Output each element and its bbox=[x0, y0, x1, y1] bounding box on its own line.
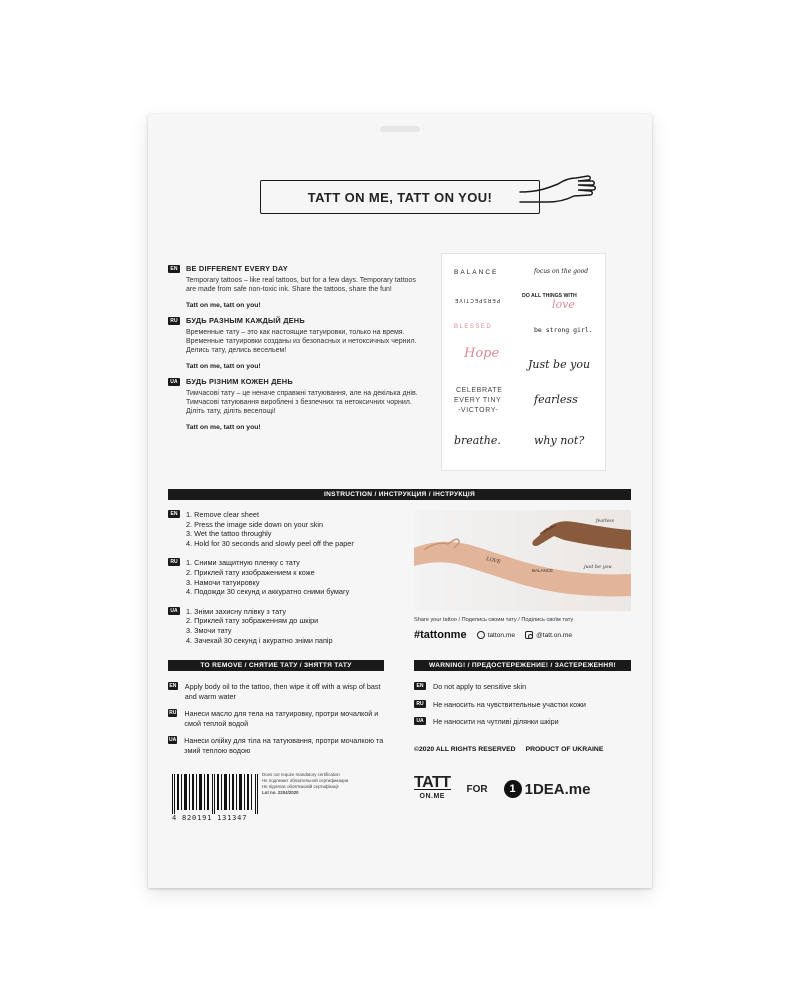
remove-en bbox=[168, 682, 388, 701]
tattoo-hope: Hope bbox=[464, 346, 500, 361]
tatt-logo-top: TATT bbox=[414, 773, 451, 791]
certification-note bbox=[262, 772, 372, 796]
site-text: tatton.me bbox=[487, 631, 516, 639]
tattoo-every-tiny: EVERY TINY bbox=[454, 397, 502, 404]
warning-ua bbox=[414, 717, 634, 727]
remove-ru bbox=[168, 709, 388, 728]
lang-badge: UA bbox=[168, 737, 177, 744]
lang-badge: EN bbox=[168, 265, 180, 273]
lang-badge: RU bbox=[168, 558, 180, 566]
instruction-step: 4. Подожди 30 секунд и аккуратно сними бумагу bbox=[186, 587, 350, 597]
share-caption: Share your tattoo / Поделись своим тату / Поділись своїм тату bbox=[414, 617, 574, 623]
tattoo-focus: focus on the good bbox=[534, 268, 589, 275]
instruction-en bbox=[168, 510, 413, 548]
globe-icon bbox=[477, 631, 485, 639]
remove-header: TO REMOVE / СНЯТИЕ ТАТУ / ЗНЯТТЯ ТАТУ bbox=[168, 660, 384, 671]
warning-text: Do not apply to sensitive skin bbox=[433, 682, 527, 691]
hands-photo bbox=[414, 510, 631, 611]
tattoo-do-all: DO ALL THINGS WITH bbox=[522, 293, 577, 299]
instruction-step: 2. Press the image side down on your skin bbox=[186, 519, 324, 529]
certification-line: Does not require mandatory certification bbox=[262, 772, 340, 777]
instagram-icon bbox=[525, 631, 533, 639]
description-heading: БУДЬ РАЗНЫМ КАЖДЫЙ ДЕНЬ bbox=[186, 316, 305, 325]
for-label: FOR bbox=[466, 783, 488, 795]
remove-text: Нанеси олійку для тіла на татуювання, протри мочалкою та змий теплою водою bbox=[184, 736, 384, 755]
instruction-step: 2. Приклей тату изображением к коже bbox=[186, 567, 315, 577]
description-sign: Tatt on me, tatt on you! bbox=[186, 363, 261, 370]
description-heading: BE DIFFERENT EVERY DAY bbox=[186, 264, 288, 273]
tattoo-balance: BALANCE bbox=[454, 269, 499, 276]
tattoo-sheet-preview bbox=[441, 253, 606, 471]
lang-badge: UA bbox=[414, 717, 426, 725]
brand-title: TATT ON ME, TATT ON YOU! bbox=[260, 180, 540, 214]
product-origin: PRODUCT OF UKRAINE bbox=[525, 746, 604, 753]
instruction-step: 1. Сними защитную пленку с тату bbox=[186, 558, 300, 568]
svg-text:LOVE: LOVE bbox=[485, 556, 502, 566]
remove-list bbox=[168, 682, 388, 764]
tatt-logo-bottom: ON.ME bbox=[414, 789, 451, 803]
site-link[interactable] bbox=[477, 631, 516, 639]
lang-badge: EN bbox=[169, 683, 177, 689]
lang-badge: RU bbox=[169, 710, 177, 717]
svg-text:BALANCE: BALANCE bbox=[532, 568, 554, 573]
instruction-ru bbox=[168, 558, 413, 596]
barcode-number: 4 820191 131347 bbox=[172, 814, 248, 822]
svg-text:just be you: just be you bbox=[584, 564, 612, 570]
instruction-step: 1. Зніми захисну плівку з тату bbox=[186, 606, 287, 616]
instruction-step: 2. Приклей тату зображенням до шкіри bbox=[186, 616, 319, 626]
instruction-step: 3. Змочи тату bbox=[186, 625, 232, 635]
idea-me-logo bbox=[504, 780, 591, 798]
tattoo-victory: -VICTORY- bbox=[458, 407, 499, 414]
tattoo-why-not: why not? bbox=[534, 434, 585, 447]
warning-text: Не наносити на чутливі ділянки шкіри bbox=[433, 717, 559, 727]
idea-logo-text: 1DEA.me bbox=[524, 780, 591, 798]
remove-text: Apply body oil to the tattoo, then wipe it off with a wisp of bast and warm water bbox=[184, 682, 381, 701]
description-sign: Tatt on me, tatt on you! bbox=[186, 424, 261, 431]
hang-slot bbox=[380, 126, 420, 132]
instruction-step: 4. Hold for 30 seconds and slowly peel off the paper bbox=[186, 538, 354, 548]
tattoo-love: love bbox=[552, 298, 575, 311]
hand-outline-icon bbox=[518, 172, 600, 212]
warning-list bbox=[414, 682, 634, 735]
logos-row bbox=[414, 772, 631, 806]
tattoo-celebrate: CELEBRATE bbox=[456, 387, 503, 394]
certification-line: Не підлягає обов'язковій сертифікації bbox=[262, 784, 339, 789]
product-card bbox=[148, 114, 652, 888]
instruction-step: 3. Намочи татуировку bbox=[186, 577, 260, 587]
description-text: Тимчасові тату – це неначе справжні татуювання, але на декілька днів. Тимчасові татуювання вироблені з безпечних та нетоксичних чорнил. Діліть тату, діліть веселощі! bbox=[186, 390, 418, 415]
description-text: Временные тату – это как настоящие татуировки, только на время. Временные татуировки созданы из безопасных и нетоксичных чернил. Делись тату, делись весельем! bbox=[186, 329, 417, 354]
tattoo-just-be-you: Just be you bbox=[528, 358, 591, 371]
description-sign: Tatt on me, tatt on you! bbox=[186, 302, 261, 309]
lang-badge: EN bbox=[414, 682, 426, 690]
instruction-step: 3. Wet the tattoo throughly bbox=[186, 529, 272, 539]
warning-header: WARNING! / ПРЕДОСТЕРЕЖЕНИЕ! / ЗАСТЕРЕЖЕННЯ! bbox=[414, 660, 631, 671]
warning-en bbox=[414, 682, 634, 692]
copyright-text: ©2020 ALL RIGHTS RESERVED bbox=[414, 746, 516, 753]
lang-badge: RU bbox=[168, 317, 180, 325]
tatt-on-me-logo bbox=[414, 773, 451, 803]
description-section bbox=[168, 264, 418, 438]
description-heading: БУДЬ РІЗНИМ КОЖЕН ДЕНЬ bbox=[186, 377, 293, 386]
lang-badge: UA bbox=[168, 378, 180, 386]
tattoo-breathe: breathe. bbox=[454, 434, 501, 447]
instruction-header: INSTRUCTION / ИНСТРУКЦИЯ / ІНСТРУКЦІЯ bbox=[168, 489, 631, 500]
description-ru bbox=[168, 316, 418, 370]
svg-text:fearless: fearless bbox=[596, 519, 614, 524]
instagram-text: @tatt.on.me bbox=[536, 631, 573, 639]
share-row bbox=[414, 629, 631, 641]
instruction-list bbox=[168, 510, 413, 655]
remove-ua bbox=[168, 736, 388, 755]
lang-badge: EN bbox=[168, 510, 180, 518]
copyright-line bbox=[414, 746, 603, 753]
description-ua bbox=[168, 377, 418, 431]
instruction-step: 4. Зачекай 30 секунд і акуратно зніми папір bbox=[186, 635, 333, 645]
instruction-ua bbox=[168, 607, 413, 645]
warning-text: Не наносить на чувствительные участки кожи bbox=[433, 699, 586, 709]
lang-badge: UA bbox=[168, 607, 180, 615]
instruction-step: 1. Remove clear sheet bbox=[186, 510, 260, 519]
description-text: Temporary tattoos – like real tattoos, but for a few days. Temporary tattoos are made from safe non-toxic ink. Share the tattoos, share the fun! bbox=[186, 277, 416, 293]
lot-number: Lot no. 2204/2020 bbox=[262, 790, 299, 795]
certification-line: Не подлежит обязательной сертификации bbox=[262, 778, 349, 783]
barcode bbox=[172, 774, 258, 814]
tattoo-strong: be strong girl. bbox=[534, 326, 593, 334]
tattoo-perspective: PERSPECTIVE bbox=[454, 297, 501, 303]
hashtag: #tattonme bbox=[414, 629, 467, 641]
warning-ru bbox=[414, 700, 634, 710]
hands-illustration bbox=[414, 510, 631, 611]
lang-badge: RU bbox=[414, 700, 426, 708]
remove-text: Нанеси масло для тела на татуировку, протри мочалкой и смой теплой водой bbox=[184, 709, 379, 728]
description-en bbox=[168, 264, 418, 309]
instagram-link[interactable] bbox=[525, 631, 572, 639]
tattoo-blessed: BLESSED bbox=[454, 324, 493, 330]
idea-logo-circle: 1 bbox=[504, 780, 522, 798]
tattoo-fearless: fearless bbox=[534, 393, 578, 406]
